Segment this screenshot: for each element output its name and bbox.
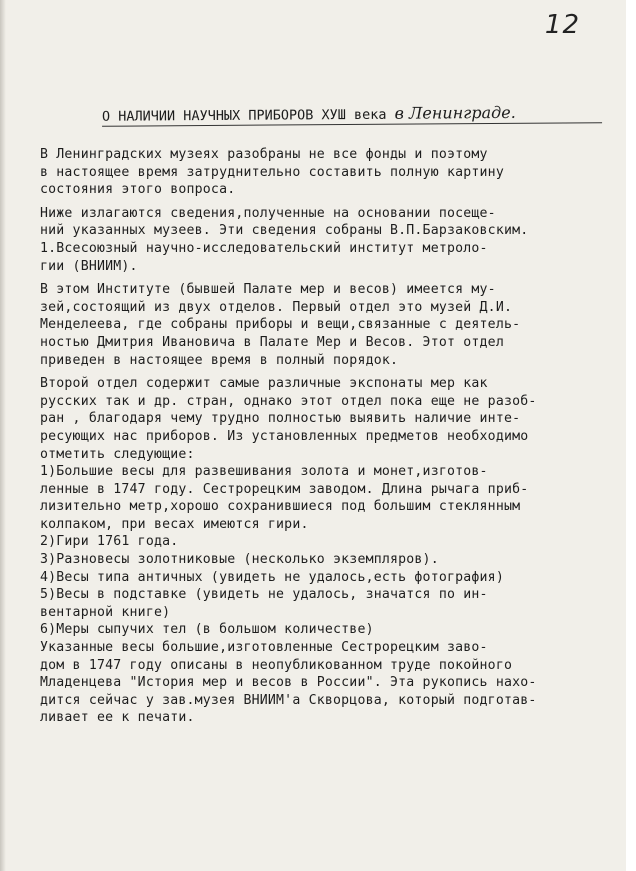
text-line: гии (ВНИИМ).: [40, 258, 138, 274]
text-line: Указанные весы большие,изготовленные Сестрорецким заво-: [40, 640, 488, 656]
text-line: ресующих нас приборов. Из установленных предметов необходимо: [40, 428, 529, 444]
text-line: Второй отдел содержит самые различные экспонаты мер как: [40, 376, 488, 392]
title-handwritten: в Ленинграде.: [394, 102, 516, 123]
text-line: В этом Институте (бывшей Палате мер и весов) имеется му-: [40, 282, 496, 298]
text-line: ран , благодаря чему трудно полностью выявить наличие инте-: [40, 411, 521, 427]
text-line: отметить следующие:: [40, 446, 195, 462]
text-line: приведен в настоящее время в полный порядок.: [40, 352, 399, 368]
text-line: русских так и др. стран, однако этот отдел пока еще не разоб-: [40, 393, 537, 409]
text-line: ленные в 1747 году. Сестрорецким заводом. Длина рычага приб-: [40, 481, 529, 497]
text-line: дом в 1747 году описаны в неопубликованном труде покойного: [40, 657, 513, 673]
text-line: 5)Весы в подставке (увидеть не удалось, значатся по ин-: [40, 587, 488, 603]
text-line: В Ленинградских музеях разобраны не все фонды и поэтому: [40, 147, 488, 162]
text-line: 4)Весы типа античных (увидеть не удалось,есть фотография): [40, 569, 504, 585]
text-line: Ниже излагаются сведения,полученные на основании посеще-: [40, 205, 496, 221]
text-line: в настоящее время затруднительно составить полную картину: [40, 164, 504, 180]
title-typed: О НАЛИЧИИ НАУЧНЫХ ПРИБОРОВ ХУШ века: [101, 106, 387, 125]
scan-left-edge: [0, 0, 6, 871]
text-line: 3)Разновесы золотниковые (несколько экземпляров).: [40, 552, 439, 568]
text-line: ний указанных музеев. Эти сведения собраны В.П.Барзаковским.: [40, 223, 529, 239]
text-line: 1.Всесоюзный научно-исследовательский институт метроло-: [40, 240, 488, 256]
text-line: ливает ее к печати.: [40, 710, 195, 726]
text-line: 6)Меры сыпучих тел (в большом количестве): [40, 622, 374, 638]
handwritten-page-number: 12: [544, 10, 580, 40]
text-line: лизительно метр,хорошо сохранившиеся под большим стеклянным: [40, 499, 521, 515]
text-line: зей,состоящий из двух отделов. Первый отдел это музей Д.И.: [40, 299, 513, 315]
text-line: 2)Гири 1761 года.: [40, 534, 179, 550]
text-line: дится сейчас у зав.музея ВНИИМ'а Скворцова, который подготав-: [40, 692, 537, 708]
document-title: [102, 102, 602, 126]
scan-right-edge: [626, 0, 636, 871]
text-line: колпаком, при весах имеются гири.: [40, 516, 309, 532]
text-line: вентарной книге): [40, 604, 171, 620]
text-line: Младенцева "История мер и весов в России". Эта рукопись нахо-: [40, 675, 537, 691]
text-line: ностью Дмитрия Ивановича в Палате Мер и Весов. Этот отдел: [40, 334, 504, 350]
text-line: состояния этого вопроса.: [40, 182, 236, 198]
document-body: [40, 146, 624, 727]
text-line: 1)Большие весы для развешивания золота и монет,изготов-: [40, 464, 488, 480]
text-line: Менделеева, где собраны приборы и вещи,связанные с деятель-: [40, 317, 521, 333]
